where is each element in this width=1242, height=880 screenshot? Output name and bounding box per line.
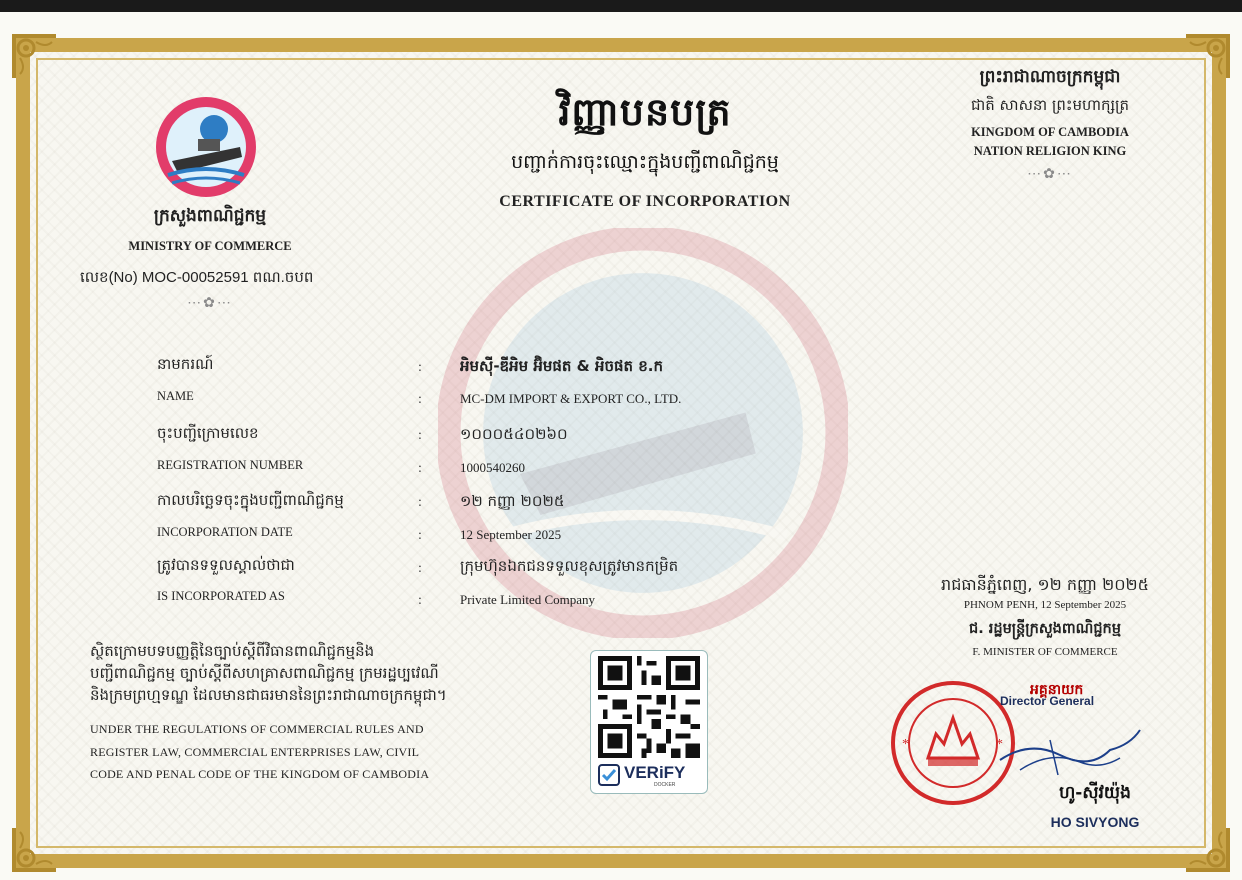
field-label-en: IS INCORPORATED AS bbox=[157, 589, 285, 603]
field-label-en: INCORPORATION DATE bbox=[157, 525, 293, 539]
field-colon: : bbox=[418, 360, 422, 375]
field-value-kh: ១០០០៥៤០២៦០ bbox=[460, 425, 568, 443]
field-value-en: Private Limited Company bbox=[460, 592, 596, 607]
field-colon: : bbox=[418, 593, 422, 608]
regulation-line-en: UNDER THE REGULATIONS OF COMMERCIAL RULES AND bbox=[90, 722, 424, 736]
kingdom-name-en: KINGDOM OF CAMBODIA bbox=[971, 125, 1129, 139]
field-value-kh: ១២ កញ្ញា ២០២៥ bbox=[460, 492, 565, 510]
kingdom-motto-kh: ជាតិ សាសនា ព្រះមហាក្សត្រ bbox=[970, 96, 1130, 114]
field-value-en: 1000540260 bbox=[460, 460, 525, 475]
minister-title-kh: ជ. រដ្ឋមន្ត្រីក្រសួងពាណិជ្ជកម្ម bbox=[969, 621, 1121, 637]
director-general-title-en: Director General bbox=[1000, 694, 1095, 708]
signing-place-en: PHNOM PENH, 12 September 2025 bbox=[963, 599, 1127, 611]
field-label-kh: នាមករណ៍ bbox=[157, 355, 214, 373]
checkmark-shield-icon bbox=[598, 764, 620, 786]
signing-place-kh: រាជធានីភ្នំពេញ, ១២ កញ្ញា ២០២៥ bbox=[941, 575, 1149, 594]
regulation-line-kh: ស្ថិតក្រោមបទបញ្ញត្តិនៃច្បាប់ស្ដីពីវិធានពាណិជ្ជកម្មនិង bbox=[90, 642, 375, 660]
field-colon: : bbox=[418, 561, 422, 576]
verify-sublabel: DOCKER bbox=[654, 782, 676, 788]
regulation-line-en: REGISTER LAW, COMMERCIAL ENTERPRISES LAW, CIVIL bbox=[90, 744, 420, 759]
field-value-kh: អិមស៊ី-ឌីអិម អ៊ិមផត & អិចផត ខ.ក bbox=[460, 357, 663, 375]
field-label-kh: ត្រូវបានទទួលស្គាល់ថាជា bbox=[157, 556, 295, 574]
regulation-text-kh bbox=[90, 640, 510, 706]
ministry-name-kh: ក្រសួងពាណិជ្ជកម្ម bbox=[153, 206, 267, 226]
corner-ornament-icon bbox=[12, 826, 58, 872]
field-label-en: REGISTRATION NUMBER bbox=[157, 458, 304, 472]
field-colon: : bbox=[418, 428, 422, 443]
corner-ornament-icon bbox=[12, 34, 58, 80]
corner-ornament-icon bbox=[1184, 826, 1230, 872]
ministry-logo bbox=[154, 95, 258, 199]
regulation-line-kh: និងក្រមព្រហ្មទណ្ឌ ដែលមានជាធរមាននៃព្រះរាជាណាចក្រកម្ពុជា។ bbox=[90, 686, 447, 704]
corner-ornament-icon bbox=[1184, 34, 1230, 80]
handwritten-signature bbox=[990, 700, 1150, 790]
field-value-en: MC-DM IMPORT & EXPORT CO., LTD. bbox=[460, 391, 682, 406]
regulation-line-kh: បញ្ជីពាណិជ្ជកម្ម ច្បាប់ស្ដីពីសហគ្រាសពាណិជ្ជកម្ម ក្រមរដ្ឋប្បវេណី bbox=[90, 664, 439, 682]
field-colon: : bbox=[418, 392, 422, 407]
qr-code-icon[interactable] bbox=[598, 656, 700, 758]
kingdom-name-kh: ព្រះរាជាណាចក្រកម្ពុជា bbox=[979, 67, 1121, 87]
minister-title-en: F. MINISTER OF COMMERCE bbox=[972, 646, 1118, 658]
signer-name-en: HO SIVYONG bbox=[1050, 814, 1140, 830]
field-colon: : bbox=[418, 495, 422, 510]
divider-ornament-icon: ⋯✿⋯ bbox=[187, 296, 233, 311]
divider-ornament-icon: ⋯✿⋯ bbox=[1027, 167, 1073, 182]
regulation-line-en: CODE AND PENAL CODE OF THE KINGDOM OF CAMBODIA bbox=[90, 767, 430, 781]
field-value-en: 12 September 2025 bbox=[460, 527, 562, 542]
field-colon: : bbox=[418, 461, 422, 476]
subtitle-kh: បញ្ជាក់ការចុះឈ្មោះក្នុងបញ្ជីពាណិជ្ជកម្ម bbox=[511, 151, 779, 173]
field-label-kh: ចុះបញ្ជីក្រោមលេខ bbox=[157, 424, 259, 442]
title-kh: វិញ្ញាបនបត្រ bbox=[558, 90, 732, 134]
verify-label: VERiFY bbox=[624, 763, 686, 782]
ministry-name-en: MINISTRY OF COMMERCE bbox=[128, 239, 292, 253]
signer-name-kh: ហូ-ស៊ីវយ៉ុង bbox=[1059, 783, 1131, 803]
field-value-kh: ក្រុមហ៊ុនឯកជនទទួលខុសត្រូវមានកម្រិត bbox=[460, 557, 679, 575]
director-general-title-kh: អគ្គនាយក bbox=[1030, 682, 1084, 698]
field-label-en: NAME bbox=[157, 389, 194, 403]
certificate-number: លេខ(No) MOC-00052591 ពណ.ចបព bbox=[80, 269, 314, 286]
field-colon: : bbox=[418, 528, 422, 543]
svg-text:*: * bbox=[996, 737, 1003, 752]
regulation-text-en bbox=[90, 718, 490, 786]
kingdom-motto-en: NATION RELIGION KING bbox=[973, 144, 1127, 158]
field-label-kh: កាលបរិច្ឆេទចុះក្នុងបញ្ជីពាណិជ្ជកម្ម bbox=[157, 491, 344, 509]
title-en: CERTIFICATE OF INCORPORATION bbox=[499, 193, 791, 210]
verify-badge[interactable] bbox=[598, 760, 700, 788]
svg-text:*: * bbox=[902, 737, 909, 752]
